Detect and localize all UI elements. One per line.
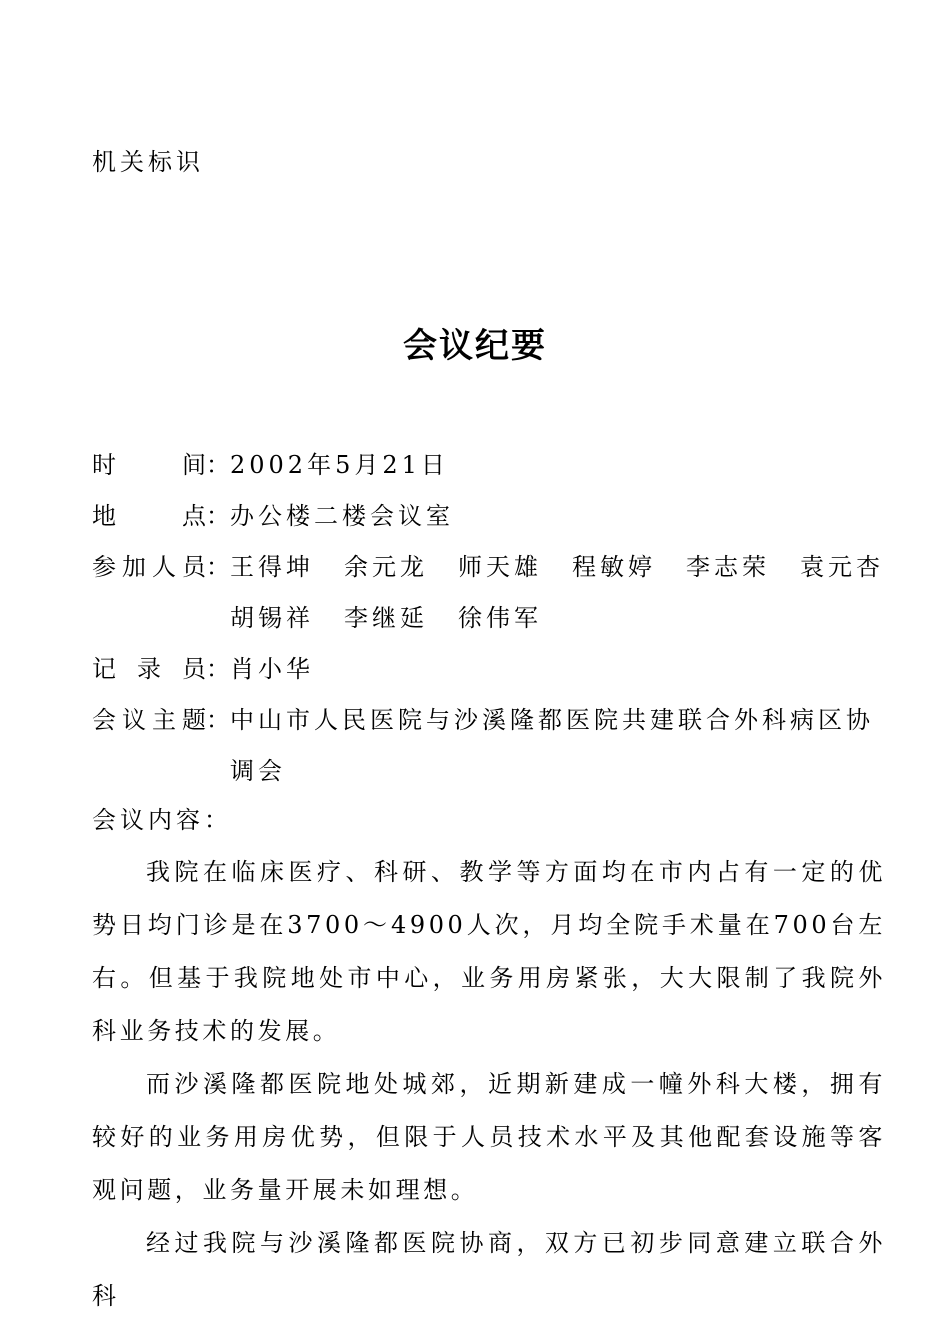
label-char: 员： [182,655,230,683]
meta-time-row [92,440,884,491]
label-char: 主 [152,706,176,734]
meta-recorder-value: 肖小华 [230,655,314,683]
attendee-name: 王得坤 [230,553,314,581]
attendee-name: 余元龙 [344,553,428,581]
attendee-name: 师天雄 [458,553,542,581]
meta-time-label [92,440,230,491]
meta-topic-row [92,695,884,797]
content-heading: 会议内容： [92,806,232,834]
meta-place-value: 办公楼二楼会议室 [230,502,454,530]
label-char: 员： [182,553,230,581]
label-char: 点： [182,502,230,530]
attendee-name: 袁元杏 [800,553,884,581]
attendee-name: 李继延 [344,604,428,632]
label-char: 加 [122,553,146,581]
label-char: 地 [92,502,116,530]
label-char: 参 [92,553,116,581]
meta-attendees-value [230,542,884,644]
label-char: 时 [92,451,116,479]
attendee-name: 李志荣 [686,553,770,581]
content-paragraph: 我院在临床医疗、科研、教学等方面均在市内占有一定的优势日均门诊是在3700～4900人次，月均全院手术量在700台左右。但基于我院地处市中心，业务用房紧张，大大限制了我院外科业务技术的发展。 [92,858,886,1045]
meta-recorder-label [92,644,230,695]
attendee-name: 胡锡祥 [230,604,314,632]
meta-topic-value: 中山市人民医院与沙溪隆都医院共建联合外科病区协调会 [230,706,874,785]
label-char: 录 [137,655,161,683]
meta-topic-label [92,695,230,797]
attendee-line-2 [230,593,884,644]
attendee-name: 程敏婷 [572,553,656,581]
meta-place-label [92,491,230,542]
attendee-line-1 [230,542,884,593]
label-char: 记 [92,655,116,683]
header-mark: 机关标识 [92,148,204,176]
label-char: 人 [152,553,176,581]
label-char: 间： [182,451,230,479]
meta-recorder-row [92,644,884,695]
meta-time-value: 2002年5月21日 [230,451,449,479]
meta-place-row [92,491,884,542]
content-paragraph: 而沙溪隆都医院地处城郊，近期新建成一幢外科大楼，拥有较好的业务用房优势，但限于人员技术水平及其他配套设施等客观问题，业务量开展未如理想。 [92,1070,886,1204]
label-char: 议 [122,706,146,734]
meta-attendees-row [92,542,884,644]
label-char: 会 [92,706,116,734]
meta-attendees-label [92,542,230,644]
label-char: 题： [182,706,230,734]
attendee-name: 徐伟军 [458,604,542,632]
content-paragraph: 经过我院与沙溪隆都医院协商，双方已初步同意建立联合外科 [92,1229,886,1310]
content-body [92,846,886,1323]
document-title: 会议纪要 [403,326,547,366]
